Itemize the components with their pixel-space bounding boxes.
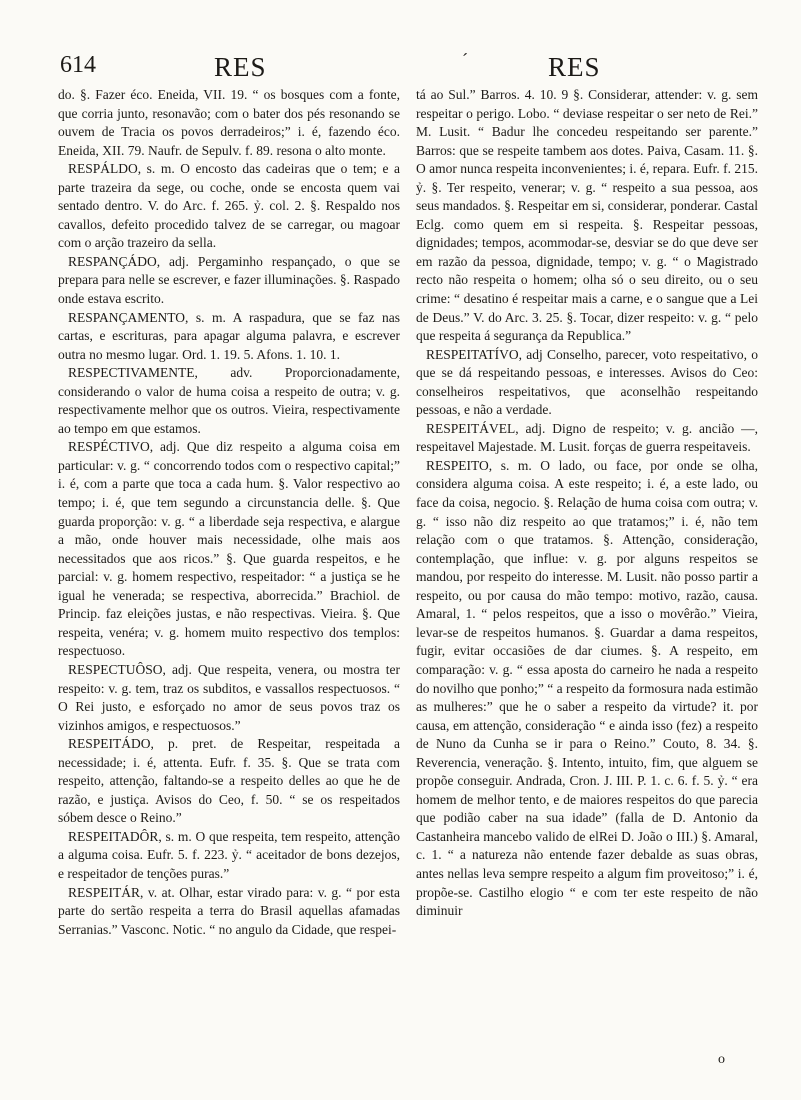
- entry-respectivamente: RESPECTIVAMENTE, adv. Proporcionadamente, considerando o valor de huma coisa a respeito de outra; v. g. respectivamente melhor que os outros. Vieira, respectivamente ao tempo em que estamos.: [58, 365, 400, 436]
- entry-continuation: do. §. Fazer éco. Eneida, VII. 19. “ os bosques com a fonte, que corria junto, resonavão; com o bater dos pés resonando se ouvem de Tracia os povos derradeiros;” i. é, fazendo éco. Eneida, XII. 79. Naufr. de Sepulv. f. 89. resona o alto monte.: [58, 87, 400, 158]
- entry-respectuoso: RESPECTUÔSO, adj. Que respeita, venera, ou mostra ter respeito: v. g. tem, traz os subditos, e vassallos respectuosos. “ O Rei justo, e esforçado no amor de seus povos traz os vizinhos amigos, e respectuosos.”: [58, 661, 400, 733]
- entry-respectivo: RESPÉCTIVO, adj. Que diz respeito a alguma coisa em particular: v. g. “ concorrendo todos com o respectivo capital;” i. é, com a parte que toca a cada hum. §. Valor respectivo ao tempo; i. é, que tem segundo a circunstancia delle. §. Que guarda proporção: v. g. “ a liberdade seja respectiva, e alargue a mão, onde houver mais necessidade, olhe mais aos necessitados que aos ricos.” §. Que guarda respeitos, e he parcial: v. g. homem respectivo, respeitador: “ a justiça se he igual he venerada; se respectiva, aborrecida.” Brachiol. de Princip. faz eleições justas, e não respectivas. Vieira. §. Que respeita, venéra; v. g. homem muito respectivo dos templos: respectuoso.: [58, 439, 400, 659]
- entry-respeitavel: RESPEITÁVEL, adj. Digno de respeito; v. g. ancião —, respeitavel Majestade. M. Lusit. forças de guerra respeitaveis.: [416, 420, 758, 455]
- entry-respancamento: RESPANÇAMENTO, s. m. A raspadura, que se faz nas cartas, e escrituras, para apagar alguma palavra, e escrever outra no mesmo lugar. Ord. 1. 19. 5. Afons. 1. 10. 1.: [58, 309, 400, 362]
- left-column: [58, 86, 400, 939]
- entry-respeitar: RESPEITÁR, v. at. Olhar, estar virado para: v. g. “ por esta parte do sertão respeita a terra do Brasil aquellas afamadas Serranias.” Vasconc. Notic. “ no angulo da Cidade, que respei-: [58, 884, 400, 937]
- entry-respancado: RESPANÇÁDO, adj. Pergaminho respançado, o que se prepara para nelle se escrever, e fazer illuminações. §. Raspado onde estava escrito.: [58, 253, 400, 307]
- entry-respeito: RESPEITO, s. m. O lado, ou face, por onde se olha, considera alguma coisa. A este respeito; i. é, a este lado, ou face da coisa, negocio. §. Relação de huma coisa com outra; v. g. “ isso não diz respeito ao que tratamos;” i. é, não tem relação com o que tratamos. §. Attenção, consideração, contemplação, que influe: v. g. por alguns respeitos se mandou, por respeito do interesse. M. Lusit. não posso partir a respeito, ou por causa do mão tempo: motivo, razão, causa. Amaral, 1. “ pelos respeitos, que a isso o movêrão.” Vieira, levar-se de respeitos humanos. §. Guardar a dama respeitos, fugir, evitar occasiões de dar ciumes. §. A respeito, em comparação: v. g. “ essa aposta do carneiro he nada a respeito do novilho que ponho;” “ a respeito da formosura nada estimão as mulheres:” que he o saber a respeito da virtude? it. por causa, em attenção, consideração “ e ainda isso (fez) a respeito de Nuno da Cunha se ir para o Reino.” Couto, 8. 34. §. Reverencia, veneração. §. Intento, intuito, fim, que alguem se propõe conseguir. Andrada, Cron. J. III. P. 1. c. 6. f. 5. ỷ. “ era homem de melhor tento, e de maiores respeitos do que parecia que podião caber na sua idade” (falla de D. Antonio da Castanheira mancebo valido de elRei D. João o III.) §. Amaral, c. 1. “ a natureza não entende fazer debalde as suas obras, antes nellas leva sempre respeito a algum fim proveitoso;” i. é, propõe-se. Castilho elogio “ e com ter este respeito de não diminuir: [416, 457, 758, 919]
- entry-respeitativo: RESPEITATÍVO, adj Conselho, parecer, voto respeitativo, o que se dá respeitando pessoas, e interesses. Avisos do Ceo: conselheiros respeitativos, que aconselhão respeitando pessoas, e não a verdade.: [416, 346, 758, 418]
- entry-respeitador: RESPEITADÔR, s. m. O que respeita, tem respeito, attenção a alguma coisa. Eufr. 5. f. 223. ỷ. “ aceitador de bons dezejos, e respeitador de tenções puras.”: [58, 828, 400, 881]
- entry-respeitar-continued: tá ao Sul.” Barros. 4. 10. 9 §. Considerar, attender: v. g. sem respeitar o perigo. Lobo. “ deviase respeitar o ser neto de Rei.” M. Lusit. “ Badur lhe concedeu respeitando ser parente.” Barros: que se respeite tambem aos dotes. Paiva, Casam. 11. §. O amor nunca respeita inconvenientes; i. é, repara. Eufr. f. 215. ỷ. §. Ter respeito, venerar; v. g. “ respeito a sua pessoa, aos seus mandados. §. Respeitar em si, considerar, ponderar. Castal Eclg. como quem em si respeita. §. Respeitar pessoas, dignidades; tempos, acommodar-se, desviar se do que deve ser em razão da pessoa, dignidade, tempo; v. g. “ o Magistrado recto não respeita o homem; olha só o seu direito, ou o seu crime: “ desatino é respeitar mais a carne, e o sangue que a Lei de Deus.” V. do Arc. 3. 25. §. Tocar, dizer respeito: v. g. “ pelo que respeita á segurança da Republica.”: [416, 87, 758, 344]
- running-head-left: RES: [214, 52, 267, 82]
- entry-respaldo: RESPÁLDO, s. m. O encosto das cadeiras que o tem; e a parte trazeira da sege, ou coche, onde se encosta quem vai sentado dentro. V. do Arc. f. 265. ỷ. col. 2. §. Respaldo nos cavallos, defeito procedido talvez de se carregar, ou magoar com o arção trazeiro da sella.: [58, 161, 400, 251]
- catchword: o: [718, 1052, 725, 1067]
- entry-respeitado: RESPEITÁDO, p. pret. de Respeitar, respeitada a necessidade; i. é, attenta. Eufr. f. 35. §. Que se trata com respeito, attenção, faltando-se a respeito delles ao que he de razão, e justiça. Avisos do Ceo, f. 50. “ se os respeitados sóbem desce o Reino.”: [58, 736, 400, 826]
- accent-mark: ´: [462, 50, 468, 70]
- running-head-right: RES: [548, 52, 601, 82]
- page-number: 614: [60, 52, 96, 78]
- right-column: [416, 86, 758, 921]
